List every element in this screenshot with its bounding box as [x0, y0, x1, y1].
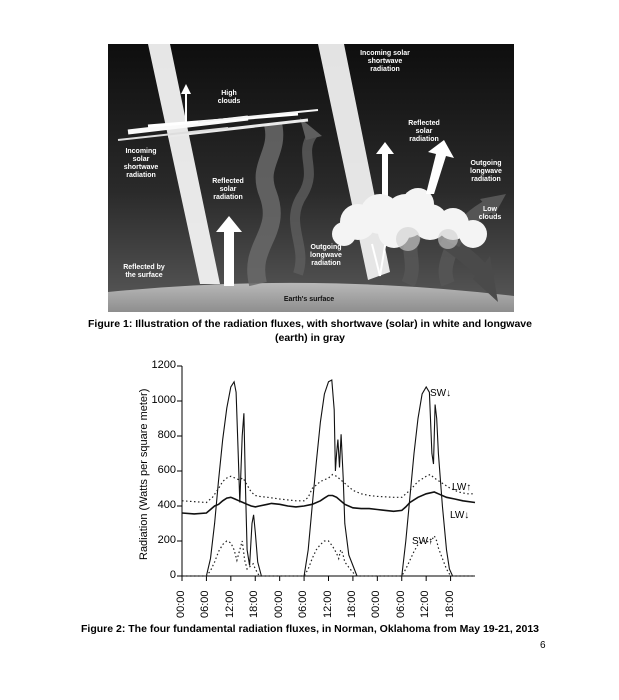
x-tick-label: 18:00 — [248, 590, 261, 618]
annotation-sw-down: SW↓ — [430, 388, 452, 399]
figure-1-caption-line2: (earth) in gray — [274, 332, 345, 344]
arrow-up-icon: ↑ — [466, 482, 472, 493]
figure-2-caption: Figure 2: The four fundamental radiation fluxes, in Norman, Oklahoma from May 19-21, 2013 — [80, 623, 540, 635]
y-tick-label: 200 — [157, 534, 176, 546]
label-outgoing-longwave-mid: Outgoing longwave radiation — [310, 244, 342, 267]
y-tick-label: 600 — [157, 464, 176, 476]
x-tick-label: 12:00 — [223, 590, 236, 618]
y-tick-label: 800 — [157, 429, 176, 441]
x-tick-label: 06:00 — [297, 590, 310, 618]
annotation-sw-up: SW↑ — [412, 536, 434, 547]
x-tick-label: 00:00 — [175, 590, 187, 618]
label-reflected-solar-right: Reflected solar radiation — [408, 120, 440, 143]
annotation-lw-down: LW↓ — [450, 510, 470, 521]
label-low-clouds: Low clouds — [478, 206, 502, 221]
figure-2-chart — [130, 358, 490, 618]
x-tick-label: 00:00 — [370, 590, 383, 618]
figure-1-caption-line1: Figure 1: Illustration of the radiation fluxes, with shortwave (solar) in white and longwave — [88, 318, 532, 330]
x-tick-label: 12:00 — [419, 590, 432, 618]
x-tick-label: 06:00 — [394, 590, 407, 618]
y-axis-label: Radiation (Watts per square meter) — [138, 388, 150, 560]
series-line-3 — [182, 492, 475, 514]
y-tick-label: 0 — [169, 569, 176, 581]
x-tick-label: 12:00 — [321, 590, 334, 618]
x-tick-label: 06:00 — [199, 590, 212, 618]
page-number: 6 — [540, 640, 546, 651]
annotation-lw-up: LW↑ — [452, 482, 472, 493]
label-reflected-by-surface: Reflected by the surface — [123, 264, 165, 279]
label-outgoing-longwave-right: Outgoing longwave radiation — [470, 160, 502, 183]
arrow-down-icon: ↓ — [446, 388, 452, 399]
label-high-clouds: High clouds — [217, 90, 241, 105]
x-tick-label: 18:00 — [443, 590, 456, 618]
label-reflected-solar-mid: Reflected solar radiation — [212, 178, 244, 201]
label-earth-surface: Earth's surface — [283, 296, 335, 303]
x-tick-label: 00:00 — [272, 590, 285, 618]
figure-1-caption — [60, 317, 560, 345]
label-incoming-solar-left: Incoming solar shortwave radiation — [123, 148, 159, 179]
figure-1-illustration — [108, 44, 514, 312]
y-tick-label: 1200 — [151, 359, 176, 371]
arrow-down-icon: ↓ — [464, 510, 470, 521]
y-tick-label: 1000 — [151, 394, 176, 406]
arrow-up-icon: ↑ — [428, 536, 434, 547]
label-incoming-solar-top: Incoming solar shortwave radiation — [360, 50, 410, 73]
y-tick-label: 400 — [157, 499, 176, 511]
x-tick-label: 18:00 — [345, 590, 358, 618]
